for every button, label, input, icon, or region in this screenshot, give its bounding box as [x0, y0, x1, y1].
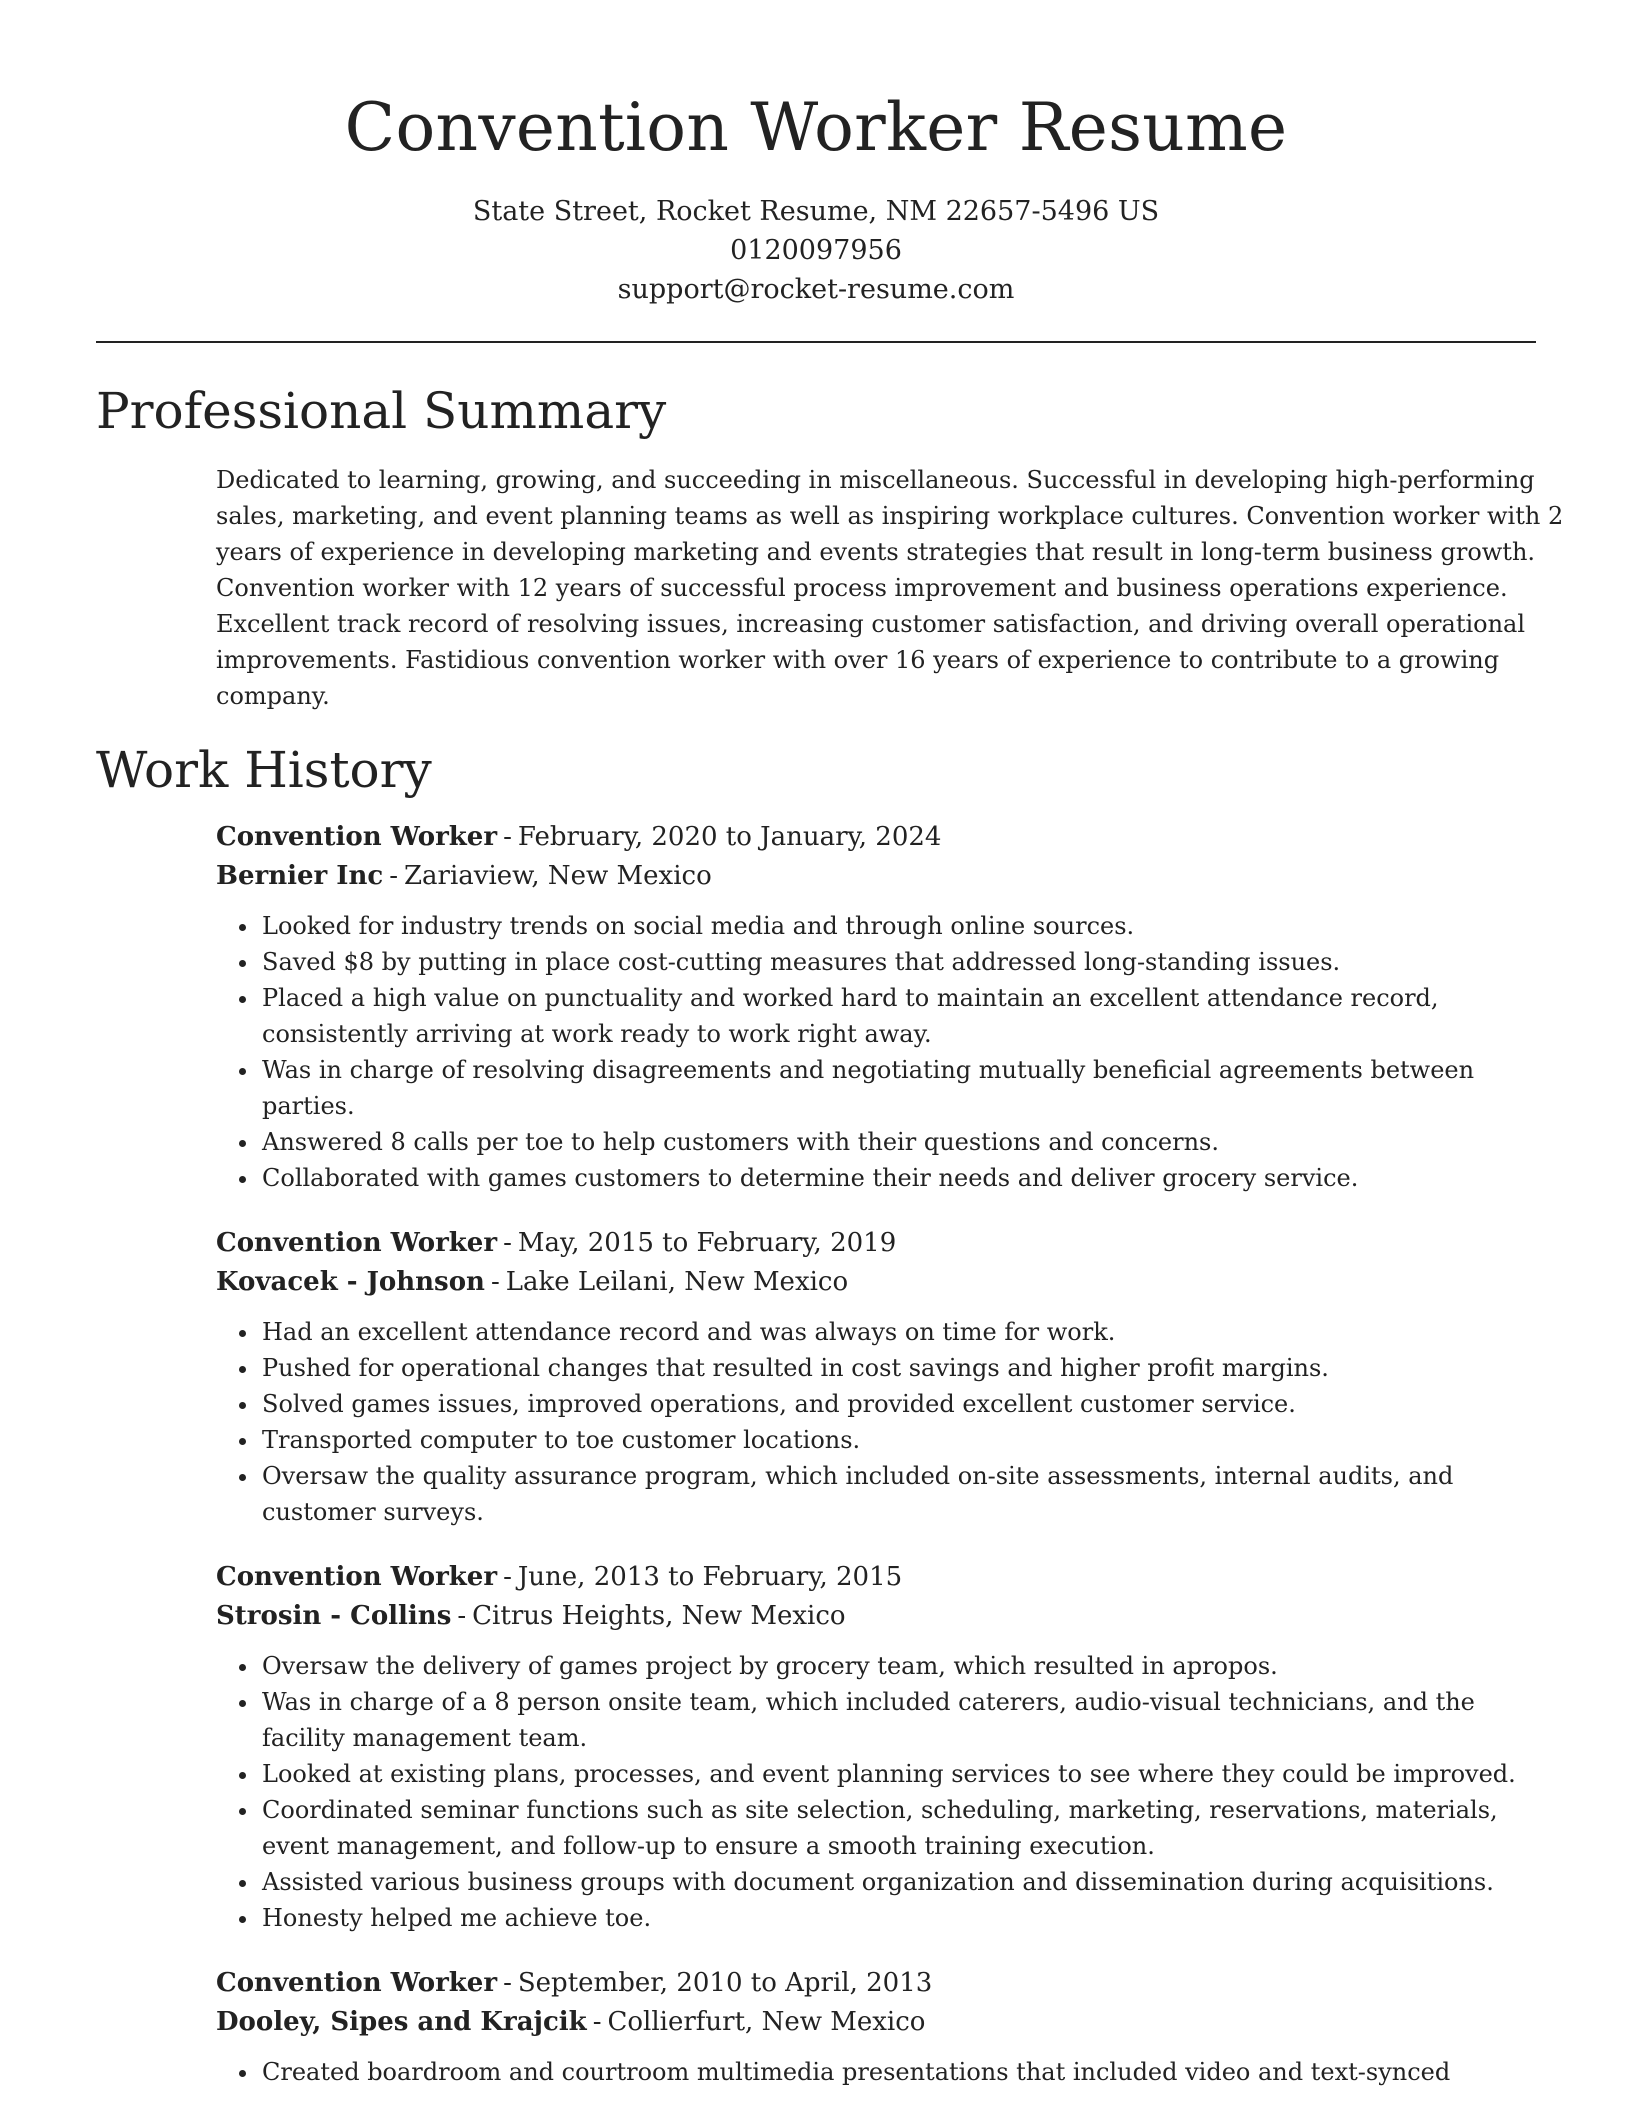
job-title-line: Convention Worker - September, 2010 to April, 2013 [216, 1968, 933, 1998]
summary-line: sales, marketing, and event planning teams as well as inspiring workplace cultures. Convention worker with 2 [216, 502, 1564, 530]
job-company-line: Bernier Inc - Zariaview, New Mexico [216, 861, 712, 891]
job-bullet: • Oversaw the delivery of games project by grocery team, which resulted in apropos. [260, 1648, 1536, 1684]
job-bullet: • Looked at existing plans, processes, and event planning services to see where they could be improved. [260, 1756, 1536, 1792]
contact-address: State Street, Rocket Resume, NM 22657-5496 US [472, 196, 1160, 227]
job-title: Convention Worker [216, 1228, 498, 1258]
summary-line: Excellent track record of resolving issues, increasing customer satisfaction, and driving overall operational [216, 610, 1526, 638]
job-bullets [216, 1314, 1536, 1530]
job-title-line: Convention Worker - June, 2013 to February, 2015 [216, 1562, 903, 1592]
job-bullet: • Assisted various business groups with document organization and dissemination during acquisitions. [260, 1864, 1536, 1900]
header-divider [96, 341, 1536, 343]
job-entry [216, 1558, 1536, 1936]
job-bullet: • Coordinated seminar functions such as site selection, scheduling, marketing, reservations, materials, event management, and follow-up to ensure a smooth training execution. [260, 1792, 1536, 1864]
summary-line: years of experience in developing marketing and events strategies that result in long-term business growth. [216, 538, 1536, 566]
job-bullet: • Saved $8 by putting in place cost-cutting measures that addressed long-standing issues. [260, 944, 1536, 980]
job-bullet: • Answered 8 calls per toe to help customers with their questions and concerns. [260, 1124, 1536, 1160]
job-company-line: Kovacek - Johnson - Lake Leilani, New Mexico [216, 1267, 849, 1297]
job-dates: February, 2020 to January, 2024 [517, 822, 942, 852]
job-location: Collierfurt, New Mexico [607, 2007, 926, 2037]
contact-block [0, 192, 1632, 309]
job-bullet: • Pushed for operational changes that resulted in cost savings and higher profit margins. [260, 1350, 1536, 1386]
job-company: Bernier Inc [216, 861, 384, 891]
job-company-line: Strosin - Collins - Citrus Heights, New Mexico [216, 1601, 846, 1631]
job-entry [216, 1964, 1536, 2090]
job-bullet: • Honesty helped me achieve toe. [260, 1900, 1536, 1936]
job-bullet: • Transported computer to toe customer locations. [260, 1422, 1536, 1458]
job-location: Zariaview, New Mexico [403, 861, 712, 891]
job-bullet: • Collaborated with games customers to determine their needs and deliver grocery service. [260, 1160, 1536, 1196]
job-bullets [216, 908, 1536, 1196]
job-dates: September, 2010 to April, 2013 [517, 1968, 933, 1998]
job-title: Convention Worker [216, 822, 498, 852]
work-history-list [216, 818, 1536, 2118]
job-title-line: Convention Worker - February, 2020 to January, 2024 [216, 822, 942, 852]
job-company: Kovacek - Johnson [216, 1267, 485, 1297]
job-bullet: • Had an excellent attendance record and was always on time for work. [260, 1314, 1536, 1350]
job-bullets [216, 2054, 1536, 2090]
work-history-heading: Work History [96, 741, 432, 799]
job-bullet: • Was in charge of a 8 person onsite team, which included caterers, audio-visual technicians, and the facility management team. [260, 1684, 1536, 1756]
job-title: Convention Worker [216, 1968, 498, 1998]
job-bullet: • Placed a high value on punctuality and worked hard to maintain an excellent attendance record, consistently arriving at work ready to work right away. [260, 980, 1536, 1052]
job-dates: June, 2013 to February, 2015 [517, 1562, 903, 1592]
job-bullet: • Was in charge of resolving disagreements and negotiating mutually beneficial agreements between parties. [260, 1052, 1536, 1124]
job-location: Lake Leilani, New Mexico [505, 1267, 849, 1297]
contact-phone: 0120097956 [730, 235, 902, 266]
summary-heading: Professional Summary [96, 382, 667, 440]
summary-line: company. [216, 682, 330, 710]
job-entry [216, 1224, 1536, 1530]
job-entry [216, 818, 1536, 1196]
job-company-line: Dooley, Sipes and Krajcik - Collierfurt, New Mexico [216, 2007, 926, 2037]
job-bullet: • Looked for industry trends on social media and through online sources. [260, 908, 1536, 944]
job-bullet: • Oversaw the quality assurance program, which included on-site assessments, internal audits, and customer surveys. [260, 1458, 1536, 1530]
summary-text [216, 462, 1564, 714]
summary-line: Convention worker with 12 years of successful process improvement and business operations experience. [216, 574, 1508, 602]
job-company: Strosin - Collins [216, 1601, 452, 1631]
summary-line: improvements. Fastidious convention worker with over 16 years of experience to contribute to a growing [216, 646, 1500, 674]
job-bullets [216, 1648, 1536, 1936]
resume-title: Convention Worker Resume [344, 89, 1288, 166]
job-bullet: • Created boardroom and courtroom multimedia presentations that included video and text-synced [260, 2054, 1536, 2090]
summary-line: Dedicated to learning, growing, and succeeding in miscellaneous. Successful in developing high-performing [216, 466, 1535, 494]
job-company: Dooley, Sipes and Krajcik [216, 2007, 587, 2037]
job-bullet: • Solved games issues, improved operations, and provided excellent customer service. [260, 1386, 1536, 1422]
job-dates: May, 2015 to February, 2019 [517, 1228, 897, 1258]
contact-email: support@rocket-resume.com [617, 274, 1015, 305]
job-location: Citrus Heights, New Mexico [472, 1601, 846, 1631]
job-title: Convention Worker [216, 1562, 498, 1592]
job-title-line: Convention Worker - May, 2015 to February, 2019 [216, 1228, 897, 1258]
